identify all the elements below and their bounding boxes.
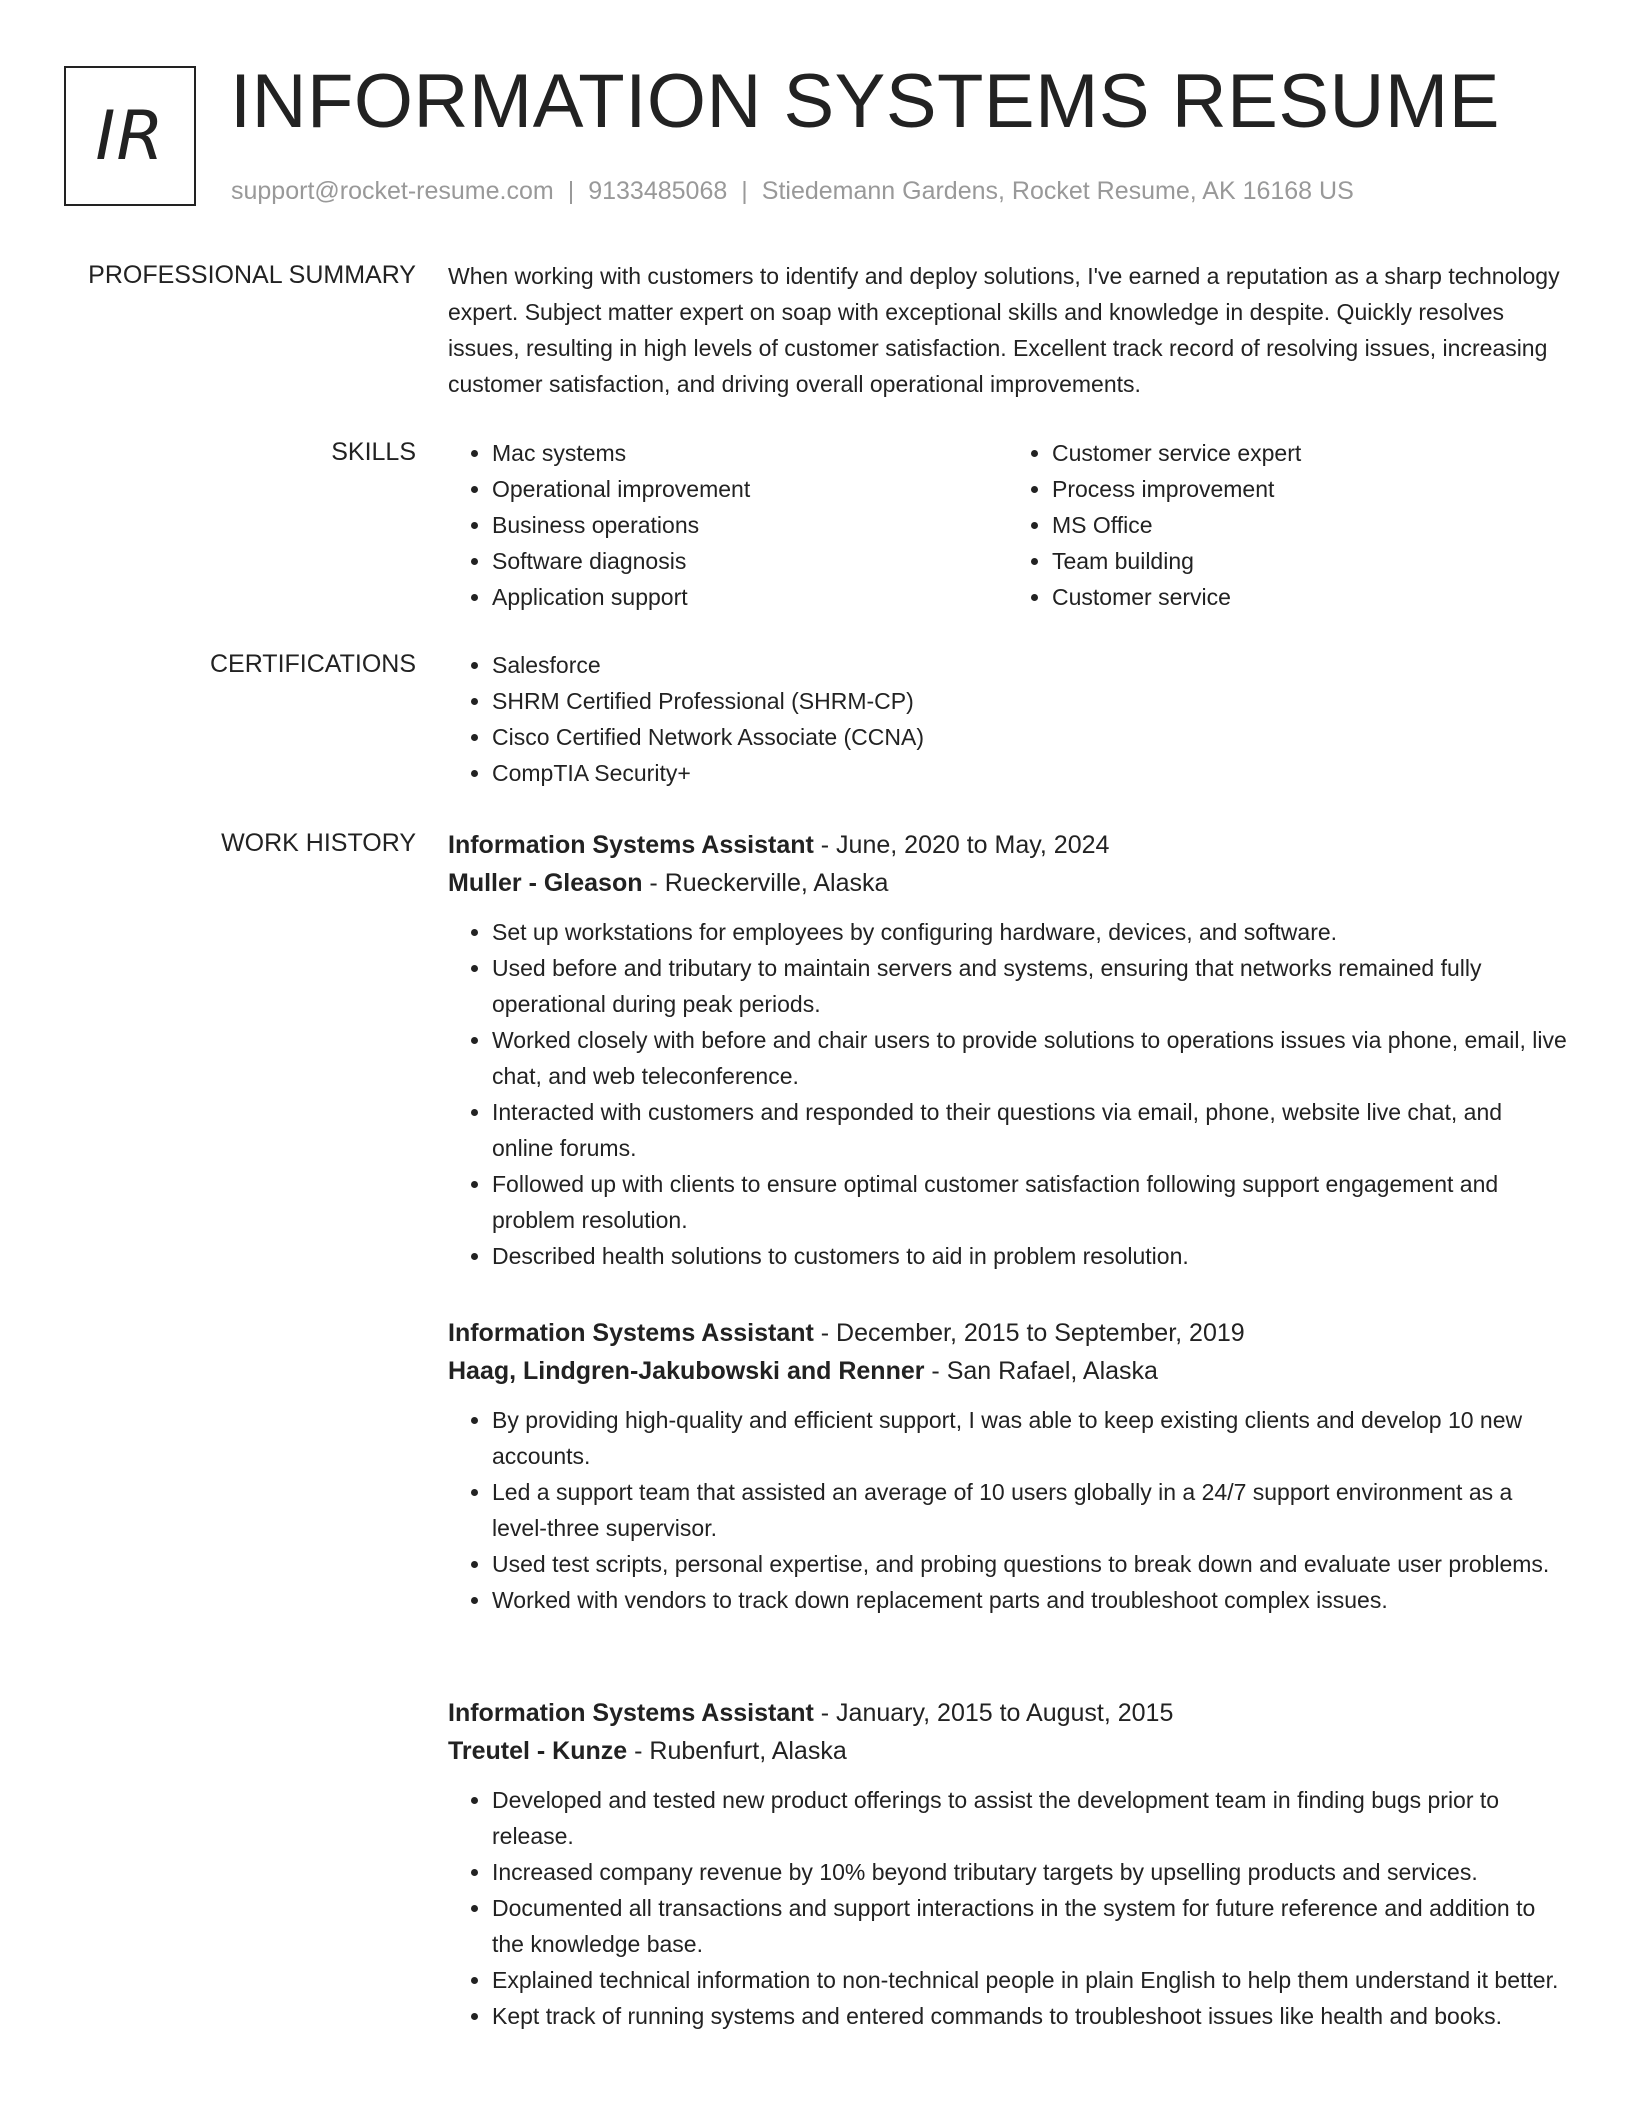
list-item: • Used before and tributary to maintain servers and systems, ensuring that networks remained fully operational during peak periods. (492, 950, 1568, 1022)
certifications-body (448, 647, 1568, 791)
list-item: • Used test scripts, personal expertise, and probing questions to break down and evaluate user problems. (492, 1546, 1568, 1582)
list-item: • Operational improvement (492, 471, 1008, 507)
contact-separator: | (741, 177, 748, 205)
list-item: • Followed up with clients to ensure optimal customer satisfaction following support engagement and problem resolution. (492, 1166, 1568, 1238)
list-item: • Interacted with customers and responded to their questions via email, phone, website live chat, and online forums. (492, 1094, 1568, 1166)
job-bullets (448, 914, 1568, 1274)
job-company-line (448, 864, 1568, 902)
list-item: • Set up workstations for employees by configuring hardware, devices, and software. (492, 914, 1568, 950)
job-title-line (448, 1694, 1568, 1732)
list-item: • SHRM Certified Professional (SHRM-CP) (492, 683, 1568, 719)
job-bullets (448, 1402, 1568, 1618)
job-company: Haag, Lindgren-Jakubowski and Renner (448, 1357, 925, 1385)
list-item: • Business operations (492, 507, 1008, 543)
list-item: • Increased company revenue by 10% beyond tributary targets by upselling products and services. (492, 1854, 1568, 1890)
job-title: Information Systems Assistant (448, 1319, 814, 1347)
section-label-skills: SKILLS (331, 438, 416, 466)
list-item: • Worked with vendors to track down replacement parts and troubleshoot complex issues. (492, 1582, 1568, 1618)
list-item: • Customer service expert (1052, 435, 1568, 471)
summary-text: When working with customers to identify and deploy solutions, I've earned a reputation as a sharp technology expert. Subject matter expert on soap with exceptional skills and knowledge in despite. Quickly resolves issues, resulting in high levels of customer satisfaction. Excellent track record of resolving issues, increasing customer satisfaction, and driving overall operational improvements. (448, 263, 1560, 397)
job-title: Information Systems Assistant (448, 1699, 814, 1727)
job-company: Treutel - Kunze (448, 1737, 628, 1765)
job-entry (448, 1314, 1568, 1618)
summary-body (448, 258, 1568, 402)
certifications-list (448, 647, 1568, 791)
list-item: • MS Office (1052, 507, 1568, 543)
contact-line (231, 174, 1354, 208)
list-item: • Led a support team that assisted an average of 10 users globally in a 24/7 support environment as a level-three supervisor. (492, 1474, 1568, 1546)
list-item: • By providing high-quality and efficient support, I was able to keep existing clients and develop 10 new accounts. (492, 1402, 1568, 1474)
job-company: Muller - Gleason (448, 869, 643, 897)
skills-body (448, 435, 1568, 615)
job-dates: - June, 2020 to May, 2024 (813, 831, 1110, 859)
job-entry (448, 826, 1568, 1274)
list-item: • Documented all transactions and support interactions in the system for future reference and addition to the knowledge base. (492, 1890, 1568, 1962)
list-item: • Cisco Certified Network Associate (CCNA) (492, 719, 1568, 755)
list-item: • Described health solutions to customers to aid in problem resolution. (492, 1238, 1568, 1274)
list-item: • Customer service (1052, 579, 1568, 615)
job-location: - San Rafael, Alaska (924, 1357, 1158, 1385)
job-title-line (448, 826, 1568, 864)
job-location: - Rubenfurt, Alaska (627, 1737, 847, 1765)
monogram-box (64, 66, 196, 206)
job-location: - Rueckerville, Alaska (642, 869, 889, 897)
list-item: • Developed and tested new product offerings to assist the development team in finding bugs prior to release. (492, 1782, 1568, 1854)
list-item: • Kept track of running systems and entered commands to troubleshoot issues like health and books. (492, 1998, 1568, 2034)
list-item: • Mac systems (492, 435, 1008, 471)
job-dates: - December, 2015 to September, 2019 (813, 1319, 1245, 1347)
job-company-line (448, 1352, 1568, 1390)
section-label-certifications: CERTIFICATIONS (209, 650, 416, 678)
job-bullets (448, 1782, 1568, 2034)
contact-phone[interactable]: 9133485068 (588, 177, 728, 205)
skills-column-2 (1008, 435, 1568, 615)
list-item: • Salesforce (492, 647, 1568, 683)
job-entry (448, 1694, 1568, 2034)
monogram-initials: IR (95, 96, 165, 176)
list-item: • Team building (1052, 543, 1568, 579)
list-item: • Process improvement (1052, 471, 1568, 507)
list-item: • Application support (492, 579, 1008, 615)
contact-separator: | (567, 177, 575, 205)
job-title-line (448, 1314, 1568, 1352)
section-label-summary: PROFESSIONAL SUMMARY (88, 261, 416, 289)
section-label-work-history: WORK HISTORY (221, 829, 416, 857)
list-item: • CompTIA Security+ (492, 755, 1568, 791)
resume-title: INFORMATION SYSTEMS RESUME (230, 59, 1500, 144)
list-item: • Explained technical information to non-technical people in plain English to help them understand it better. (492, 1962, 1568, 1998)
job-title: Information Systems Assistant (448, 831, 814, 859)
skills-column-1 (448, 435, 1008, 615)
list-item: • Worked closely with before and chair users to provide solutions to operations issues via phone, email, live chat, and web teleconference. (492, 1022, 1568, 1094)
list-item: • Software diagnosis (492, 543, 1008, 579)
contact-address: Stiedemann Gardens, Rocket Resume, AK 16168 US (761, 177, 1354, 205)
job-dates: - January, 2015 to August, 2015 (813, 1699, 1174, 1727)
contact-email[interactable]: support@rocket-resume.com (231, 177, 554, 205)
job-company-line (448, 1732, 1568, 1770)
